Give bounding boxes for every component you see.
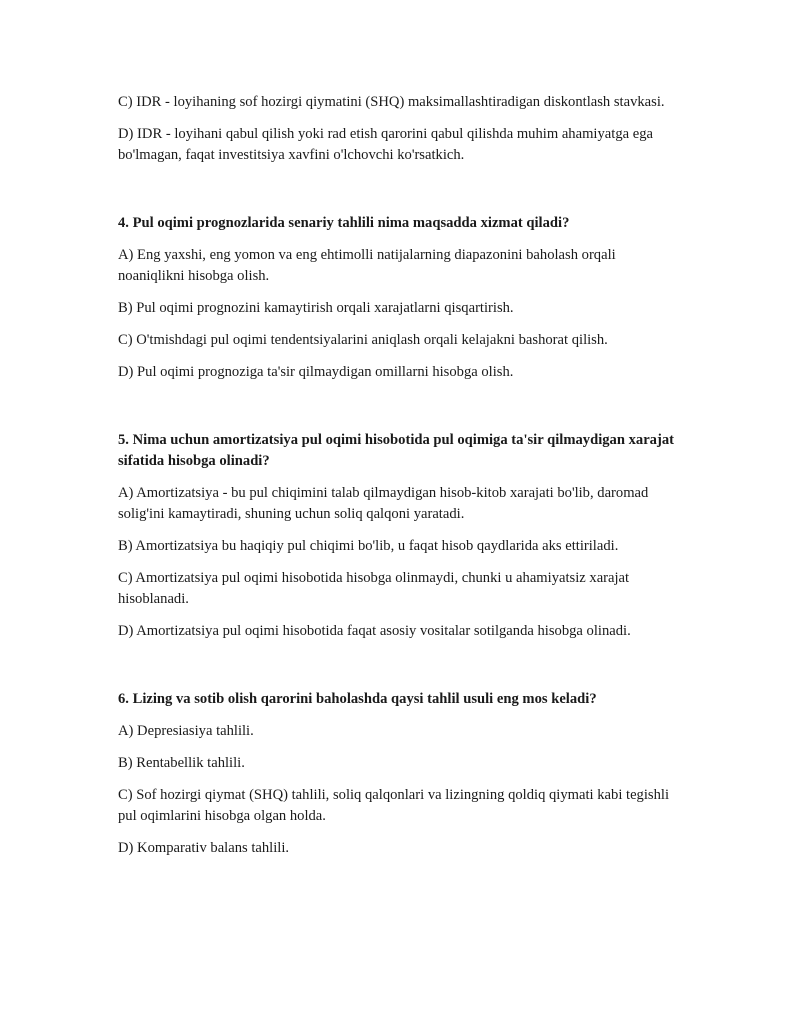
question-6-title: 6. Lizing va sotib olish qarorini baholashda qaysi tahlil usuli eng mos keladi? [118,691,597,707]
question-4-option-a: A) Eng yaxshi, eng yomon va eng ehtimolli natijalarning diapazonini baholash orqali noaniqlikni hisobga olish. [118,247,616,284]
question-5-option-c: C) Amortizatsiya pul oqimi hisobotida hisobga olinmaydi, chunki u ahamiyatsiz xarajat hisoblanadi. [118,570,630,607]
question-5-option-a: A) Amortizatsiya - bu pul chiqimini talab qilmaydigan hisob-kitob xarajati bo'lib, daromad solig'ini kamaytiradi, shuning uchun soliq qalqoni yaratadi. [118,485,649,522]
question-6-option-c: C) Sof hozirgi qiymat (SHQ) tahlili, soliq qalqonlari va lizingning qoldiq qiymati kabi tegishli pul oqimlarini hisobga olgan holda. [118,787,669,824]
question-4-option-c: C) O'tmishdagi pul oqimi tendentsiyalarini aniqlash orqali kelajakni bashorat qilish. [118,332,608,348]
document-page [118,92,680,870]
question-block-4 [118,213,680,383]
question-block-5 [118,430,680,642]
question-4-title: 4. Pul oqimi prognozlarida senariy tahlili nima maqsadda xizmat qiladi? [118,215,570,231]
question-5-option-d: D) Amortizatsiya pul oqimi hisobotida faqat asosiy vositalar sotilganda hisobga olinadi. [118,623,631,639]
spacer [118,177,680,213]
question-4-option-b: B) Pul oqimi prognozini kamaytirish orqali xarajatlarni qisqartirish. [118,300,514,316]
question-6-option-b: B) Rentabellik tahlili. [118,755,245,771]
option-c: C) IDR - loyihaning sof hozirgi qiymatini (SHQ) maksimallashtiradigan diskontlash stavkasi. [118,94,665,110]
question-5-option-b: B) Amortizatsiya bu haqiqiy pul chiqimi bo'lib, u faqat hisob qaydlarida aks ettiriladi. [118,538,619,554]
carryover-options [118,92,680,166]
question-5-title: 5. Nima uchun amortizatsiya pul oqimi hisobotida pul oqimiga ta'sir qilmaydigan xarajat sifatida hisobga olinadi? [118,432,674,469]
question-6-option-a: A) Depresiasiya tahlili. [118,723,254,739]
question-4-option-d: D) Pul oqimi prognoziga ta'sir qilmaydigan omillarni hisobga olish. [118,364,514,380]
spacer [118,653,680,689]
question-6-option-d: D) Komparativ balans tahlili. [118,840,290,856]
option-d: D) IDR - loyihani qabul qilish yoki rad etish qarorini qabul qilishda muhim ahamiyatga ega bo'lmagan, faqat investitsiya xavfini o'lchovchi ko'rsatkich. [118,126,653,163]
spacer [118,394,680,430]
question-block-6 [118,689,680,859]
